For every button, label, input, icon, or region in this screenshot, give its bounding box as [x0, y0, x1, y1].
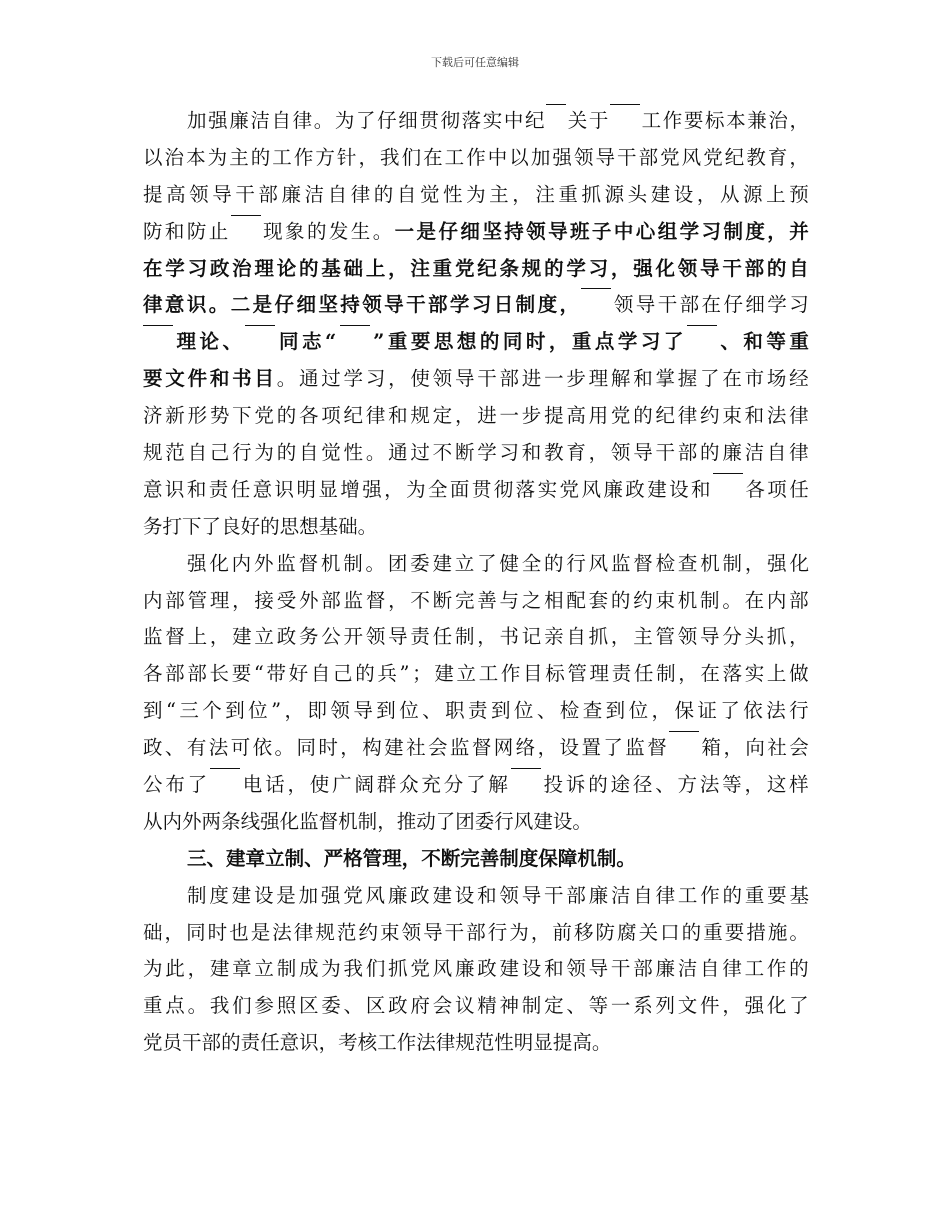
text-line: 加 强 廉 洁 自 律 。 为 了 仔 细 贯 彻 落 实 中 纪 关 于 工 作 要 标 本 兼 治 ，: [143, 103, 809, 140]
document-body: [143, 103, 809, 1062]
text-line: 监 督 上 ， 建 立 政 务 公 开 领 导 责 任 制 ， 书 记 亲 自 抓 ， 主 管 领 导 分 头 抓 ，: [143, 625, 809, 649]
text-line: 础 ， 同 时 也 是 法 律 规 范 约 束 领 导 干 部 行 为 ， 前 移 防 腐 关 口 的 重 要 措 施 。: [143, 920, 809, 944]
text-line: 意 识 和 责 任 意 识 明 显 增 强 ， 为 全 面 贯 彻 落 实 党 风 廉 政 建 设 和 各 项 任: [143, 472, 809, 509]
fill-in-blank: [669, 730, 699, 732]
text-line: 党 员 干 部 的 责 任 意 识 ， 考 核 工 作 法 律 规 范 性 明 显 提 高 。: [143, 1031, 612, 1055]
fill-in-blank: [546, 103, 566, 105]
fill-in-blank: [713, 472, 743, 474]
fill-in-blank: [581, 287, 611, 289]
fill-in-blank: [245, 324, 275, 326]
text-line: 内 部 管 理 ， 接 受 外 部 监 督 ， 不 断 完 善 与 之 相 配 套 的 约 束 机 制 。 在 内 部: [143, 588, 809, 612]
text-line: 制 度 建 设 是 加 强 党 风 廉 政 建 设 和 领 导 干 部 廉 洁 自 律 工 作 的 重 要 基: [187, 883, 809, 907]
fill-in-blank: [687, 324, 717, 326]
text-line: 理 论 、 同 志 “ ” 重 要 思 想 的 同 时 ， 重 点 学 习 了 、 和 等 重: [143, 324, 809, 361]
text-line: 从 内 外 两 条 线 强 化 监 督 机 制 ， 推 动 了 团 委 行 风 建 设 。: [143, 809, 592, 833]
text-line: 防 和 防 止 现 象 的 发 生 。 一 是 仔 细 坚 持 领 导 班 子 中 心 组 学 习 制 度 ， 并: [143, 214, 809, 251]
text-line: 规 范 自 己 行 为 的 自 觉 性 。 通 过 不 断 学 习 和 教 育 ， 领 导 干 部 的 廉 洁 自 律: [143, 441, 809, 465]
text-line: 律 意 识 。 二 是 仔 细 坚 持 领 导 干 部 学 习 日 制 度 ， 领 导 干 部 在 仔 细 学 习: [143, 287, 809, 324]
fill-in-blank: [610, 103, 640, 105]
fill-in-blank: [143, 324, 173, 326]
text-line: 以 治 本 为 主 的 工 作 方 针 ， 我 们 在 工 作 中 以 加 强 领 导 干 部 党 风 党 纪 教 育 ，: [143, 145, 809, 169]
fill-in-blank: [340, 324, 370, 326]
page-header: 下载后可任意编辑: [431, 56, 519, 69]
text-line: 强 化 内 外 监 督 机 制 。 团 委 建 立 了 健 全 的 行 风 监 督 检 查 机 制 ， 强 化: [187, 551, 809, 575]
text-line: 各 部 部 长 要 “ 带 好 自 己 的 兵 ” ； 建 立 工 作 目 标 管 理 责 任 制 ， 在 落 实 上 做: [143, 662, 809, 686]
text-line: 公 布 了 电 话 ， 使 广 阔 群 众 充 分 了 解 投 诉 的 途 径 、 方 法 等 ， 这 样: [143, 767, 809, 804]
text-line: 要 文 件 和 书 目 。 通 过 学 习 ， 使 领 导 干 部 进 一 步 理 解 和 掌 握 了 在 市 场 经: [143, 367, 809, 391]
text-line: 政 、 有 法 可 依 。 同 时 ， 构 建 社 会 监 督 网 络 ， 设 置 了 监 督 箱 ， 向 社 会: [143, 730, 809, 767]
fill-in-blank: [511, 767, 541, 769]
fill-in-blank: [231, 214, 261, 216]
text-line: 三 、 建 章 立 制 、 严 格 管 理 ， 不 断 完 善 制 度 保 障 机 制 。: [187, 846, 636, 870]
fill-in-blank: [210, 767, 240, 769]
text-line: 济 新 形 势 下 党 的 各 项 纪 律 和 规 定 ， 进 一 步 提 高 用 党 的 纪 律 约 束 和 法 律: [143, 404, 809, 428]
text-line: 务 打 下 了 良 好 的 思 想 基 础 。: [143, 514, 378, 538]
text-line: 在 学 习 政 治 理 论 的 基 础 上 ， 注 重 党 纪 条 规 的 学 习 ， 强 化 领 导 干 部 的 自: [143, 256, 809, 280]
text-line: 到 “ 三 个 到 位 ” ， 即 领 导 到 位 、 职 责 到 位 、 检 查 到 位 ， 保 证 了 依 法 行: [143, 699, 809, 723]
text-line: 提 高 领 导 干 部 廉 洁 自 律 的 自 觉 性 为 主 ， 注 重 抓 源 头 建 设 ， 从 源 上 预: [143, 182, 809, 206]
text-line: 为 此 ， 建 章 立 制 成 为 我 们 抓 党 风 廉 政 建 设 和 领 导 干 部 廉 洁 自 律 工 作 的: [143, 957, 809, 981]
text-line: 重 点 。 我 们 参 照 区 委 、 区 政 府 会 议 精 神 制 定 、 等 一 系 列 文 件 ， 强 化 了: [143, 994, 809, 1018]
